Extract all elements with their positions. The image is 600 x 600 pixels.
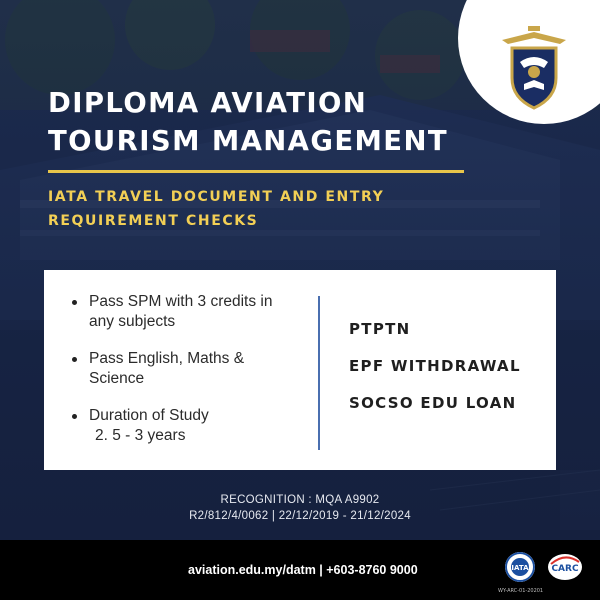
requirement-text: Duration of Study (89, 407, 209, 424)
recognition-line: R2/812/4/0062 | 22/12/2019 - 21/12/2024 (189, 510, 411, 522)
program-subtitle-line: REQUIREMENT CHECKS (48, 213, 259, 229)
requirement-item (72, 406, 304, 446)
program-title (48, 84, 478, 160)
program-subtitle-line: IATA TRAVEL DOCUMENT AND ENTRY (48, 189, 385, 205)
program-title-line: TOURISM MANAGEMENT (48, 125, 449, 157)
recognition-line: RECOGNITION : MQA A9902 (220, 494, 380, 506)
program-subtitle (48, 185, 468, 233)
requirement-text: Pass English, Maths & (89, 350, 245, 367)
recognition-block (0, 492, 600, 524)
program-title-line: DIPLOMA AVIATION (48, 87, 368, 119)
iata-seal-text: IATA (511, 564, 529, 572)
contact-link[interactable]: aviation.edu.my/datm | +603-8760 9000 (188, 563, 418, 577)
requirement-item (72, 292, 304, 332)
bullet-icon (72, 300, 77, 305)
carc-text: CARC (551, 564, 579, 574)
college-crest-icon (498, 22, 570, 112)
requirement-item (72, 349, 304, 389)
funding-option: EPF WITHDRAWAL (349, 357, 521, 375)
requirement-text: 2. 5 - 3 years (95, 427, 186, 444)
bullet-icon (72, 414, 77, 419)
iata-seal-icon (505, 552, 535, 582)
carc-logo-icon (547, 552, 583, 582)
funding-option: PTPTN (349, 320, 411, 338)
title-underline (48, 170, 464, 173)
requirements-list (72, 292, 304, 463)
requirement-text: Pass SPM with 3 credits in (89, 293, 273, 310)
funding-option: SOCSO EDU LOAN (349, 394, 517, 412)
card-divider (318, 296, 320, 450)
requirement-text: Science (89, 370, 145, 387)
footer-bar (0, 540, 600, 600)
requirement-text: any subjects (89, 313, 176, 330)
funding-list (349, 320, 549, 431)
iata-code-text: WY-ARC-01-20201 (498, 588, 544, 594)
bullet-icon (72, 357, 77, 362)
info-card (44, 270, 556, 470)
